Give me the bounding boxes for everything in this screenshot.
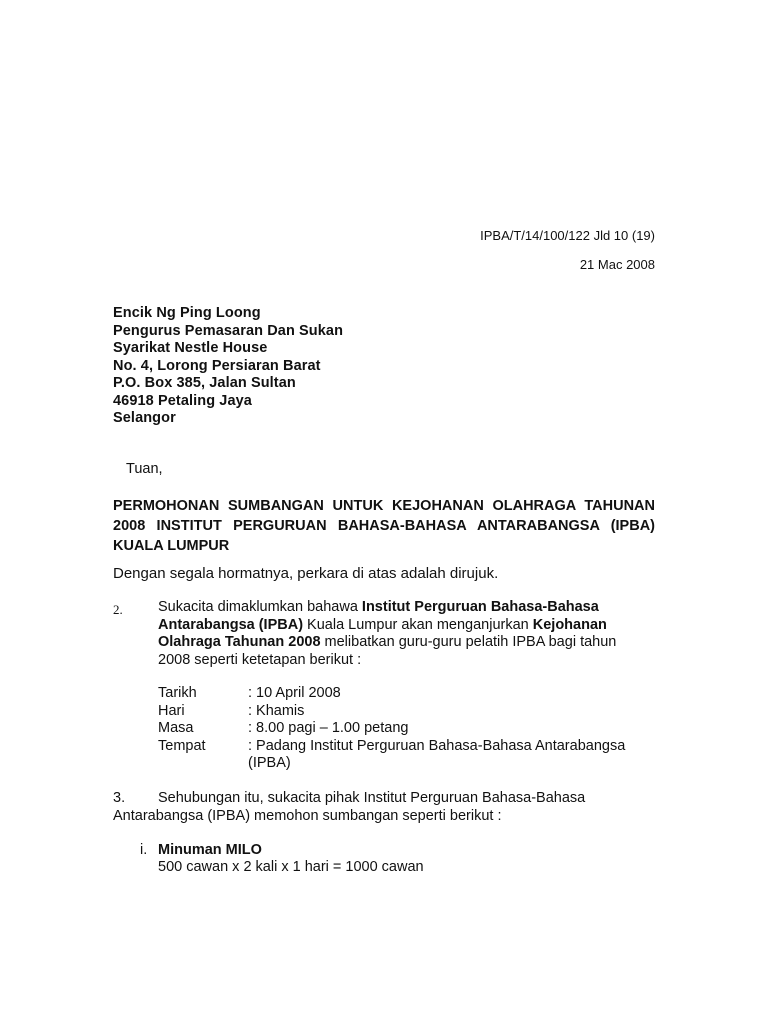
subject-line: 2008 INSTITUT PERGURUAN BAHASA-BAHASA ANTARABANGSA (IPBA) — [113, 518, 655, 534]
paragraph-3 — [113, 790, 585, 825]
opening-sentence: Dengan segala hormatnya, perkara di atas adalah dirujuk. — [113, 565, 499, 582]
detail-label: Hari — [158, 702, 185, 719]
detail-row-date — [158, 685, 668, 703]
salutation: Tuan, — [126, 461, 163, 477]
paragraph-line — [158, 634, 616, 652]
recipient-state: Selangor — [113, 410, 176, 426]
subject-line: KUALA LUMPUR — [113, 538, 230, 554]
list-item-title: Minuman MILO — [158, 842, 262, 858]
detail-label: Masa — [158, 720, 194, 736]
detail-value: : 10 April 2008 — [248, 685, 341, 701]
subject-heading — [113, 496, 655, 556]
plain-text: Kuala Lumpur akan menganjurkan — [303, 616, 533, 633]
recipient-name: Encik Ng Ping Loong — [113, 305, 261, 321]
detail-value: : Padang Institut Perguruan Bahasa-Bahasa Antarabangsa — [248, 737, 626, 754]
plain-text: Sehubungan itu, sukacita pihak Institut Perguruan Bahasa-Bahasa — [158, 790, 586, 806]
paragraph-line: 2008 seperti ketetapan berikut : — [158, 651, 362, 668]
list-item-number: i. — [140, 842, 148, 858]
plain-text: melibatkan guru-guru pelatih IPBA bagi tahun — [320, 634, 617, 650]
paragraph-line — [158, 617, 616, 635]
reference-number: IPBA/T/14/100/122 Jld 10 (19) — [480, 228, 655, 243]
bold-text: Antarabangsa (IPBA) — [158, 616, 304, 633]
detail-label: Tarikh — [158, 685, 197, 701]
detail-value: (IPBA) — [248, 755, 291, 771]
detail-value: : Khamis — [248, 702, 305, 719]
recipient-address-line: No. 4, Lorong Persiaran Barat — [113, 357, 321, 374]
detail-row-day — [158, 703, 668, 721]
bold-text: Institut Perguruan Bahasa-Bahasa — [361, 599, 599, 615]
detail-row-time — [158, 720, 668, 738]
detail-row-venue — [158, 738, 668, 756]
paragraph-2 — [158, 599, 616, 669]
paragraph-line — [158, 599, 616, 617]
detail-row-venue-cont — [158, 755, 668, 773]
detail-label: Tempat — [158, 737, 206, 754]
detail-value: : 8.00 pagi – 1.00 petang — [248, 720, 409, 736]
bold-text: Olahraga Tahunan 2008 — [158, 634, 321, 650]
plain-text: Sukacita dimaklumkan bahawa — [158, 599, 362, 615]
paragraph-number: 3. — [113, 790, 126, 806]
list-item-description: 500 cawan x 2 kali x 1 hari = 1000 cawan — [158, 859, 424, 875]
recipient-address-line: 46918 Petaling Jaya — [113, 392, 252, 409]
recipient-address — [113, 305, 343, 428]
letter-date: 21 Mac 2008 — [579, 257, 655, 272]
recipient-company: Syarikat Nestle House — [113, 340, 268, 356]
recipient-title: Pengurus Pemasaran Dan Sukan — [113, 322, 344, 339]
event-details — [158, 685, 668, 773]
detail-label — [158, 755, 248, 773]
paragraph-number: 2. — [113, 602, 123, 617]
paragraph-line: Antarabangsa (IPBA) memohon sumbangan seperti berikut : — [113, 807, 502, 824]
paragraph-line — [113, 790, 585, 808]
list-item — [140, 842, 262, 860]
recipient-address-line: P.O. Box 385, Jalan Sultan — [113, 375, 296, 391]
bold-text: Kejohanan — [532, 616, 607, 633]
subject-line: PERMOHONAN SUMBANGAN UNTUK KEJOHANAN OLAHRAGA TAHUNAN — [113, 498, 655, 514]
